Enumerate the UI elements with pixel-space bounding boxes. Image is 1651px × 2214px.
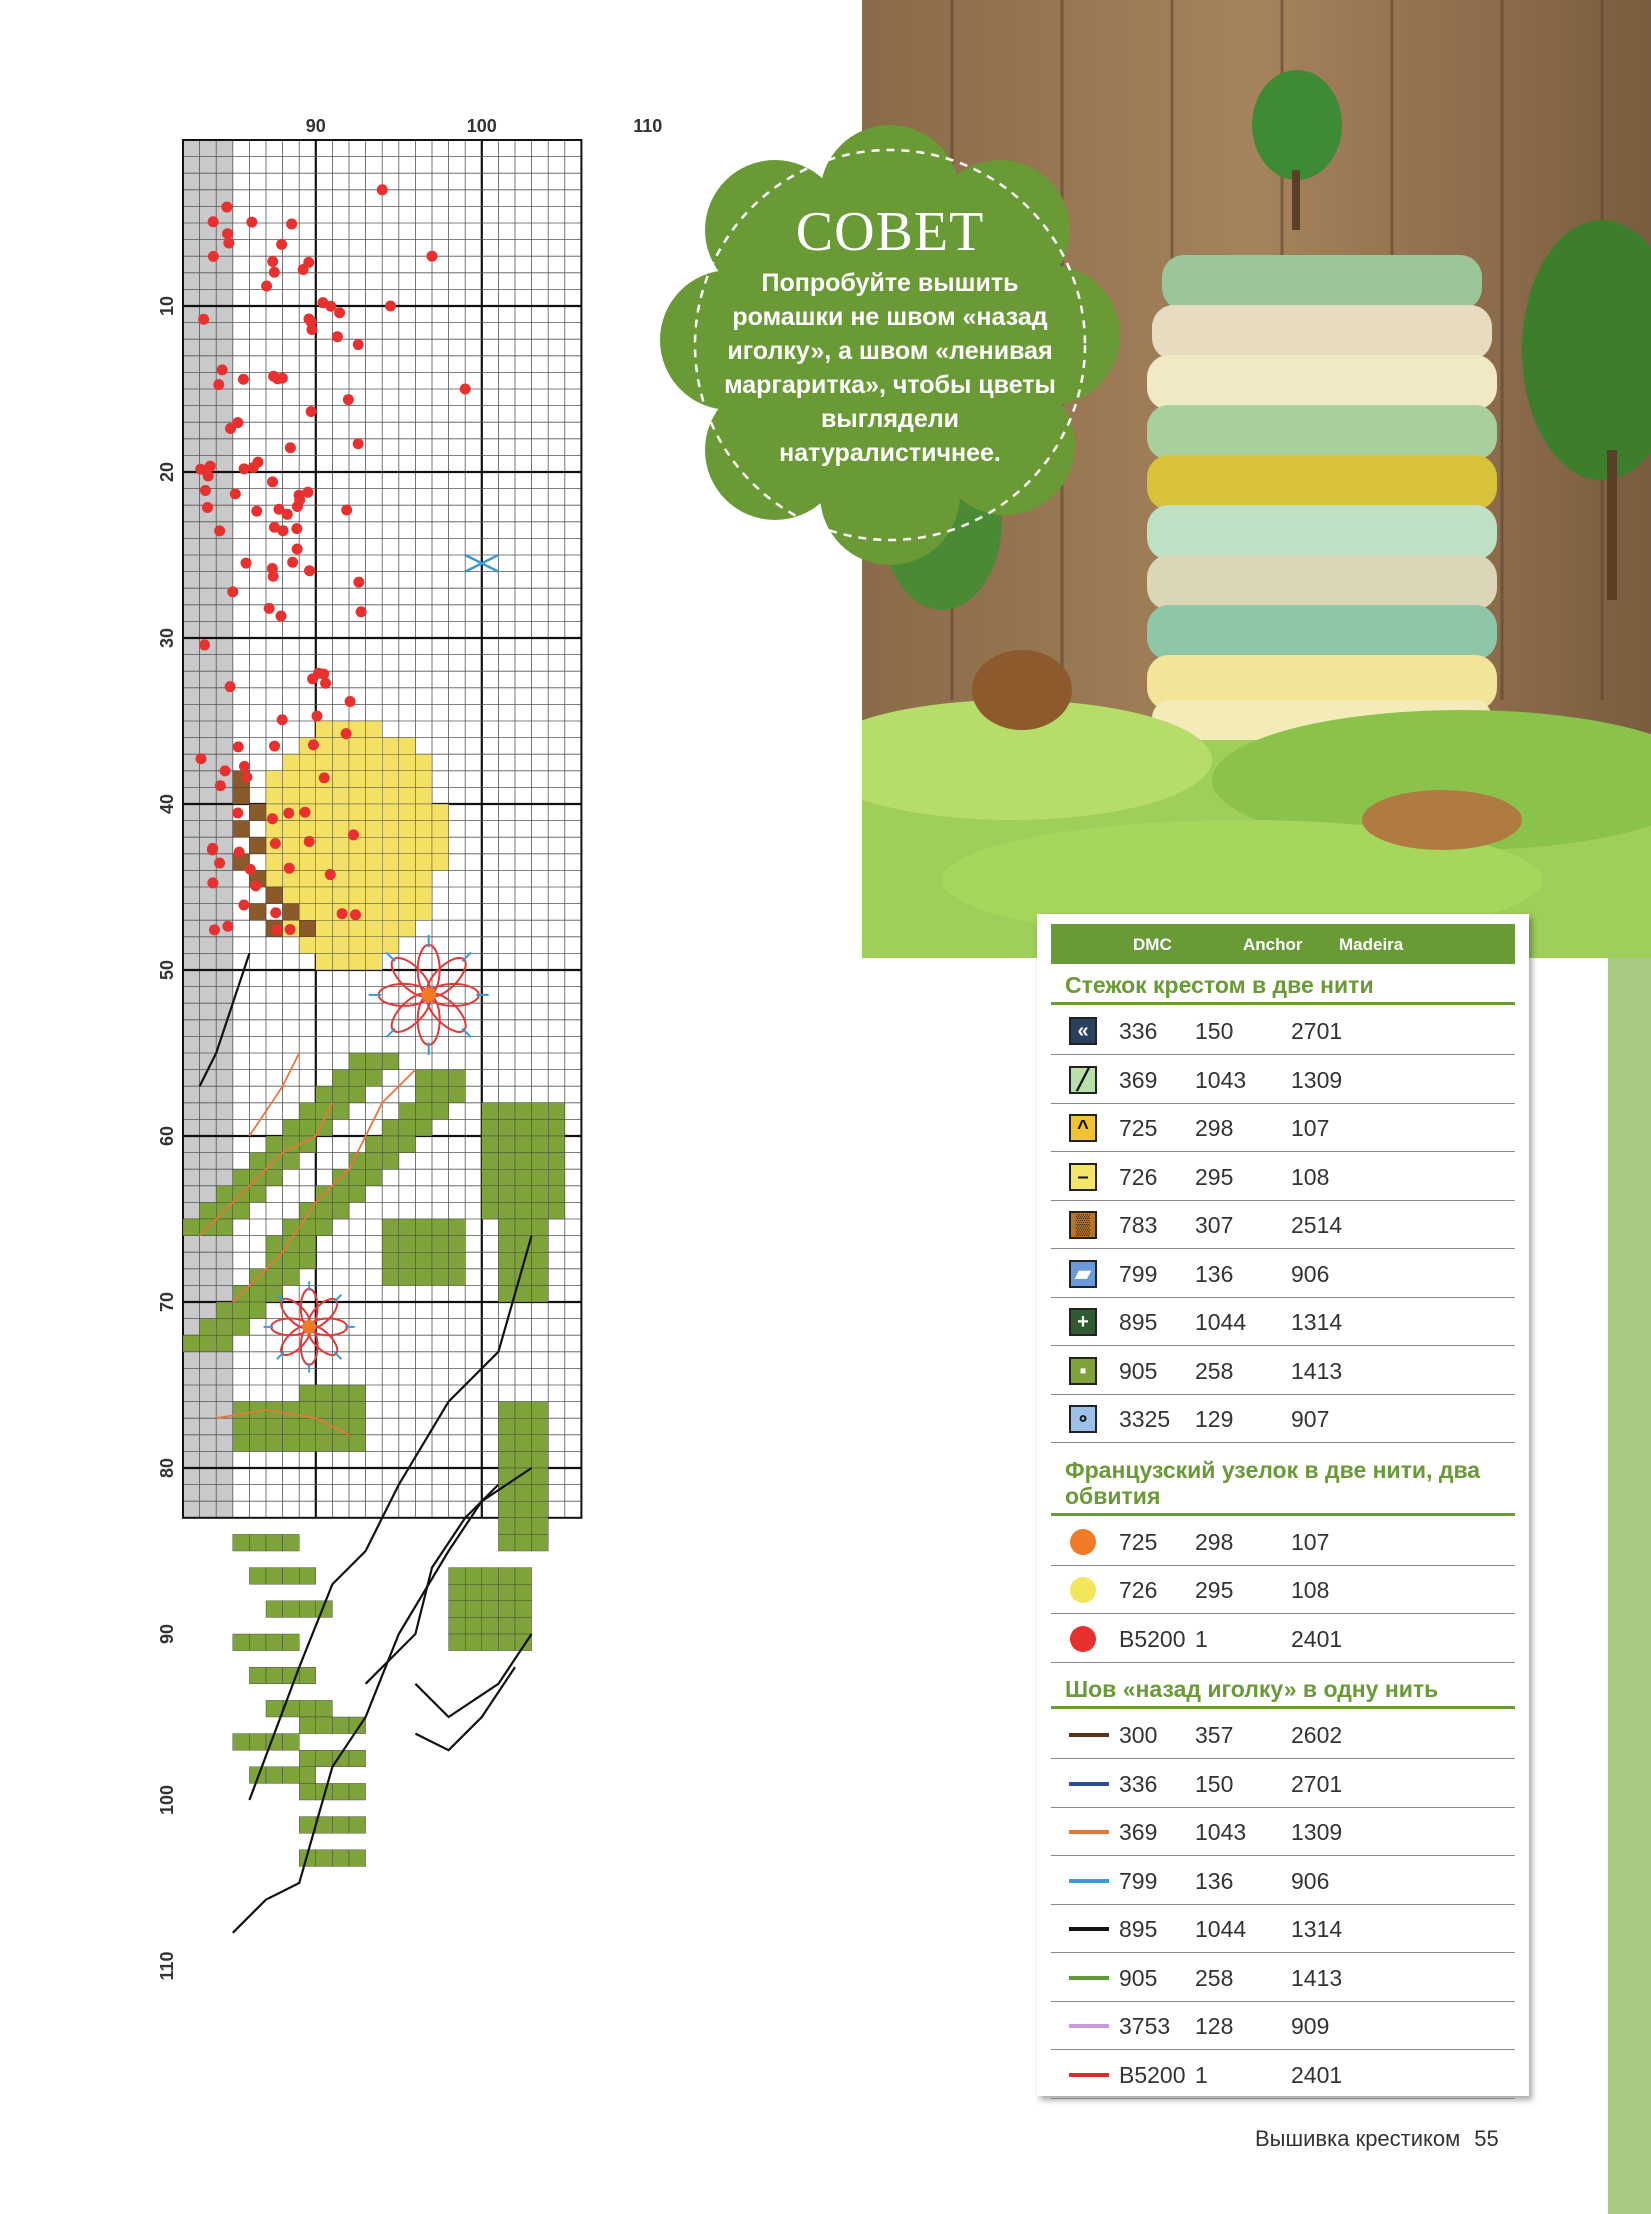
madeira-code: 108 bbox=[1291, 1163, 1330, 1190]
dmc-code: 726 bbox=[1119, 1577, 1158, 1603]
anchor-code: 1 bbox=[1195, 1625, 1208, 1652]
madeira-code: 1413 bbox=[1291, 1964, 1343, 1991]
madeira-code: 107 bbox=[1291, 1528, 1330, 1555]
caret-icon: ^ bbox=[1069, 1114, 1097, 1142]
tip-text: Попробуйте вышить ромашки не швом «назад иголку», а швом «ленивая маргаритка», чтобы цветы выглядели натуралистичнее. bbox=[724, 269, 1056, 467]
madeira-code: 1413 bbox=[1291, 1357, 1343, 1384]
legend-row bbox=[1051, 2001, 1515, 2050]
madeira-code: 2401 bbox=[1291, 2061, 1343, 2088]
anchor-code: 1043 bbox=[1195, 1819, 1247, 1845]
madeira-code: 1309 bbox=[1291, 1819, 1343, 1845]
page-footer bbox=[1255, 2126, 1499, 2152]
legend-row bbox=[1051, 1807, 1515, 1856]
dmc-code: 725 bbox=[1119, 1528, 1158, 1555]
anchor-code: 298 bbox=[1195, 1115, 1234, 1141]
anchor-code: 298 bbox=[1195, 1528, 1234, 1555]
section-divider bbox=[1051, 1002, 1515, 1005]
madeira-code: 906 bbox=[1291, 1260, 1330, 1287]
madeira-code: 906 bbox=[1291, 1867, 1330, 1894]
madeira-code: 907 bbox=[1291, 1406, 1330, 1432]
dash-icon: – bbox=[1069, 1163, 1097, 1191]
header-anchor: Anchor bbox=[1243, 935, 1303, 954]
anchor-code: 150 bbox=[1195, 1770, 1234, 1797]
backstitch-color-icon bbox=[1069, 1927, 1109, 1931]
anchor-code: 128 bbox=[1195, 2013, 1234, 2039]
tip-title: СОВЕТ bbox=[795, 201, 985, 263]
madeira-code: 1314 bbox=[1291, 1309, 1343, 1335]
dmc-code: 799 bbox=[1119, 1260, 1158, 1287]
dmc-code: 783 bbox=[1119, 1212, 1158, 1238]
dmc-code: 895 bbox=[1119, 1916, 1158, 1942]
dmc-code: 369 bbox=[1119, 1819, 1158, 1845]
square-dot-icon: ▪ bbox=[1069, 1357, 1097, 1385]
dmc-code: 369 bbox=[1119, 1066, 1158, 1093]
hatch-icon: ▒ bbox=[1069, 1211, 1097, 1239]
anchor-code: 136 bbox=[1195, 1260, 1234, 1287]
madeira-code: 107 bbox=[1291, 1115, 1330, 1141]
row-label: 110 bbox=[157, 1951, 177, 1981]
backstitch-color-icon bbox=[1069, 1879, 1109, 1883]
dmc-code: 905 bbox=[1119, 1964, 1158, 1991]
row-label: 10 bbox=[157, 295, 177, 317]
legend-section-title: Шов «назад иголку» в одну нить bbox=[1065, 1676, 1439, 1702]
legend-row bbox=[1051, 1953, 1515, 2002]
legend-row bbox=[1051, 1297, 1515, 1346]
legend-row bbox=[1051, 1614, 1515, 1663]
backstitch-color-icon bbox=[1069, 1782, 1109, 1786]
anchor-code: 1 bbox=[1195, 2061, 1208, 2088]
dmc-code: 336 bbox=[1119, 1770, 1158, 1797]
legend-row bbox=[1051, 1856, 1515, 1905]
anchor-code: 258 bbox=[1195, 1357, 1234, 1384]
row-label: 60 bbox=[157, 1125, 177, 1147]
knot-color-icon bbox=[1070, 1529, 1096, 1555]
legend-row bbox=[1051, 1904, 1515, 1953]
dmc-code: 336 bbox=[1119, 1018, 1158, 1044]
column-label: 100 bbox=[466, 116, 497, 136]
knot-color-icon bbox=[1070, 1577, 1096, 1603]
row-label: 80 bbox=[157, 1457, 177, 1479]
legend-section-title: Французский узелок в две нити, два обвития bbox=[1065, 1456, 1481, 1509]
legend-row bbox=[1051, 1759, 1515, 1808]
legend-row bbox=[1051, 1565, 1515, 1614]
anchor-code: 307 bbox=[1195, 1212, 1234, 1238]
anchor-code: 1044 bbox=[1195, 1309, 1247, 1335]
backstitch-color-icon bbox=[1069, 2073, 1109, 2077]
dmc-code: 895 bbox=[1119, 1309, 1158, 1335]
legend-row bbox=[1051, 1103, 1515, 1152]
madeira-code: 2701 bbox=[1291, 1018, 1343, 1044]
dmc-code: B5200 bbox=[1119, 2061, 1186, 2088]
color-key-legend bbox=[1037, 914, 1529, 2096]
dmc-code: 3325 bbox=[1119, 1406, 1171, 1432]
legend-row bbox=[1051, 1249, 1515, 1298]
knot-color-icon bbox=[1070, 1626, 1096, 1652]
madeira-code: 2701 bbox=[1291, 1770, 1343, 1797]
legend-row bbox=[1051, 1346, 1515, 1395]
row-label: 100 bbox=[157, 1784, 177, 1816]
anchor-code: 1043 bbox=[1195, 1066, 1247, 1093]
section-divider bbox=[1051, 1706, 1515, 1709]
footer-title: Вышивка крестиком bbox=[1255, 2126, 1461, 2151]
row-label: 40 bbox=[157, 793, 177, 815]
chevrons-icon: « bbox=[1069, 1017, 1097, 1045]
madeira-code: 2602 bbox=[1291, 1722, 1343, 1748]
dmc-code: 300 bbox=[1119, 1722, 1158, 1748]
decorative-stripe bbox=[1608, 958, 1651, 2214]
legend-row bbox=[1051, 1394, 1515, 1443]
anchor-code: 357 bbox=[1195, 1722, 1234, 1748]
dmc-code: 726 bbox=[1119, 1163, 1158, 1190]
slash-icon: ╱ bbox=[1069, 1066, 1097, 1094]
row-label: 50 bbox=[157, 959, 177, 981]
backstitch-color-icon bbox=[1069, 1976, 1109, 1980]
legend-header bbox=[1051, 924, 1515, 964]
backstitch-color-icon bbox=[1069, 1733, 1109, 1737]
legend-row bbox=[1051, 1006, 1515, 1055]
madeira-code: 909 bbox=[1291, 2013, 1330, 2039]
anchor-code: 295 bbox=[1195, 1577, 1234, 1603]
anchor-code: 136 bbox=[1195, 1867, 1234, 1894]
anchor-code: 258 bbox=[1195, 1964, 1234, 1991]
legend-row bbox=[1051, 2050, 1515, 2099]
madeira-code: 2514 bbox=[1291, 1212, 1343, 1238]
dmc-code: 3753 bbox=[1119, 2013, 1171, 2039]
row-label: 90 bbox=[157, 1623, 177, 1645]
legend-row bbox=[1051, 1055, 1515, 1104]
madeira-code: 2401 bbox=[1291, 1625, 1343, 1652]
anchor-code: 150 bbox=[1195, 1018, 1234, 1044]
capsule-icon: ▰ bbox=[1069, 1260, 1097, 1288]
dmc-code: 799 bbox=[1119, 1867, 1158, 1894]
section-divider bbox=[1051, 1513, 1515, 1516]
legend-row bbox=[1051, 1200, 1515, 1249]
anchor-code: 1044 bbox=[1195, 1916, 1247, 1942]
page-number: 55 bbox=[1474, 2126, 1499, 2151]
plus-icon: + bbox=[1069, 1308, 1097, 1336]
dmc-code: 725 bbox=[1119, 1115, 1158, 1141]
row-label: 30 bbox=[157, 627, 177, 649]
madeira-code: 1309 bbox=[1291, 1066, 1343, 1093]
row-label: 70 bbox=[157, 1291, 177, 1313]
legend-row bbox=[1051, 1152, 1515, 1201]
row-label: 20 bbox=[157, 461, 177, 483]
anchor-code: 129 bbox=[1195, 1406, 1234, 1432]
header-dmc: DMC bbox=[1133, 935, 1172, 954]
header-madeira: Madeira bbox=[1339, 935, 1404, 954]
dmc-code: 905 bbox=[1119, 1357, 1158, 1384]
column-label: 90 bbox=[305, 116, 326, 136]
circle-dot-icon: ∘ bbox=[1069, 1405, 1097, 1433]
dmc-code: B5200 bbox=[1119, 1625, 1186, 1652]
backstitch-color-icon bbox=[1069, 1830, 1109, 1834]
legend-section-title: Стежок крестом в две нити bbox=[1065, 972, 1374, 998]
legend-row bbox=[1051, 1517, 1515, 1566]
column-label: 110 bbox=[633, 116, 663, 136]
anchor-code: 295 bbox=[1195, 1163, 1234, 1190]
legend-row bbox=[1051, 1710, 1515, 1759]
madeira-code: 108 bbox=[1291, 1577, 1330, 1603]
madeira-code: 1314 bbox=[1291, 1916, 1343, 1942]
backstitch-color-icon bbox=[1069, 2024, 1109, 2028]
